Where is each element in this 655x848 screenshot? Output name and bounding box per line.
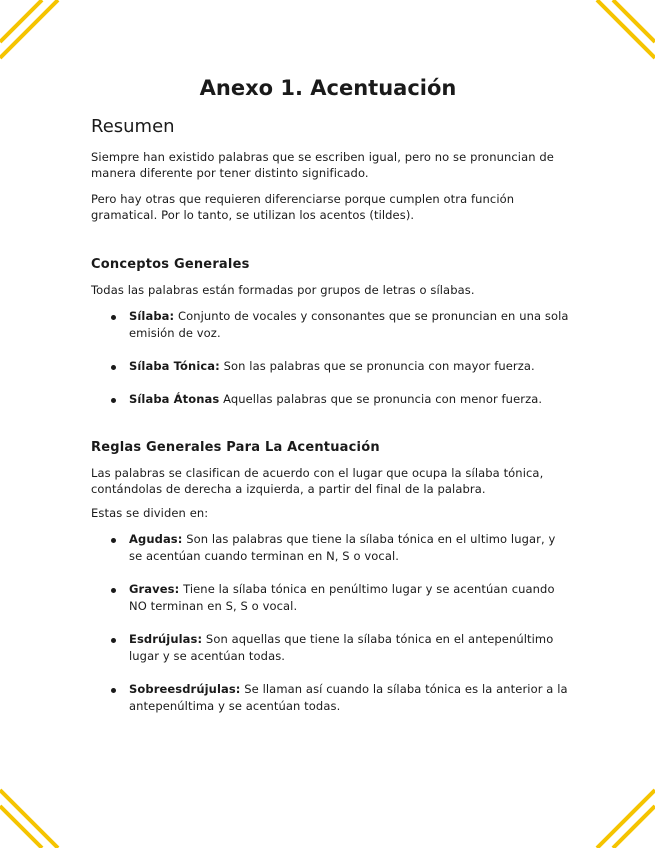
term: Sílaba: [129,309,175,323]
resumen-heading: Resumen [91,116,175,137]
list-item [91,631,571,665]
reglas-heading: Reglas Generales Para La Acentuación [91,440,380,455]
definition: Aquellas palabras que se pronuncia con menor fuerza. [219,392,543,406]
corner-stripes-top-left [0,0,60,60]
list-item [91,358,571,375]
page-title: Anexo 1. Acentuación [199,76,457,100]
conceptos-list [91,308,571,408]
corner-stripes-top-right [595,0,655,60]
resumen-paragraph-2: Pero hay otras que requieren diferenciarse porque cumplen otra función gramatical. Por lo tanto, se utilizan los acentos (tildes). [91,192,515,222]
conceptos-heading: Conceptos Generales [91,257,250,272]
definition: Son las palabras que tiene la sílaba tónica en el ultimo lugar, y se acentúan cuando terminan en N, S o vocal. [129,532,556,563]
bullet-icon [111,688,116,693]
conceptos-intro: Todas las palabras están formadas por grupos de letras o sílabas. [91,283,475,297]
list-item [91,531,571,565]
list-item [91,581,571,615]
term: Sílaba Tónica: [129,359,220,373]
list-item [91,391,571,408]
bullet-icon [111,365,116,370]
definition: Son aquellas que tiene la sílaba tónica en el antepenúltimo lugar y se acentúan todas. [129,632,554,663]
bullet-icon [111,398,116,403]
bullet-icon [111,588,116,593]
list-item [91,308,571,342]
bullet-icon [111,538,116,543]
term: Graves: [129,582,180,596]
corner-stripes-bottom-left [0,788,60,848]
bullet-icon [111,638,116,643]
reglas-list [91,531,571,715]
definition: Son las palabras que se pronuncia con mayor fuerza. [219,359,535,373]
reglas-intro: Las palabras se clasifican de acuerdo con el lugar que ocupa la sílaba tónica, contándolas de derecha a izquierda, a partir del final de la palabra. [91,466,544,496]
resumen-paragraph-1: Siempre han existido palabras que se escriben igual, pero no se pronuncian de manera diferente por tener distinto significado. [91,150,554,180]
document-page [91,76,571,715]
list-item [91,681,571,715]
corner-stripes-bottom-right [595,788,655,848]
definition: Conjunto de vocales y consonantes que se pronuncian en una sola emisión de voz. [129,309,569,340]
definition: Tiene la sílaba tónica en penúltimo lugar y se acentúan cuando NO terminan en S, S o vocal. [129,582,555,613]
term: Sílaba Átonas [129,392,220,406]
term: Esdrújulas: [129,632,203,646]
bullet-icon [111,315,116,320]
term: Agudas: [129,532,183,546]
term: Sobreesdrújulas: [129,682,241,696]
definition: Se llaman así cuando la sílaba tónica es la anterior a la antepenúltima y se acentúan todas. [129,682,568,713]
reglas-intro-2: Estas se dividen en: [91,506,209,520]
